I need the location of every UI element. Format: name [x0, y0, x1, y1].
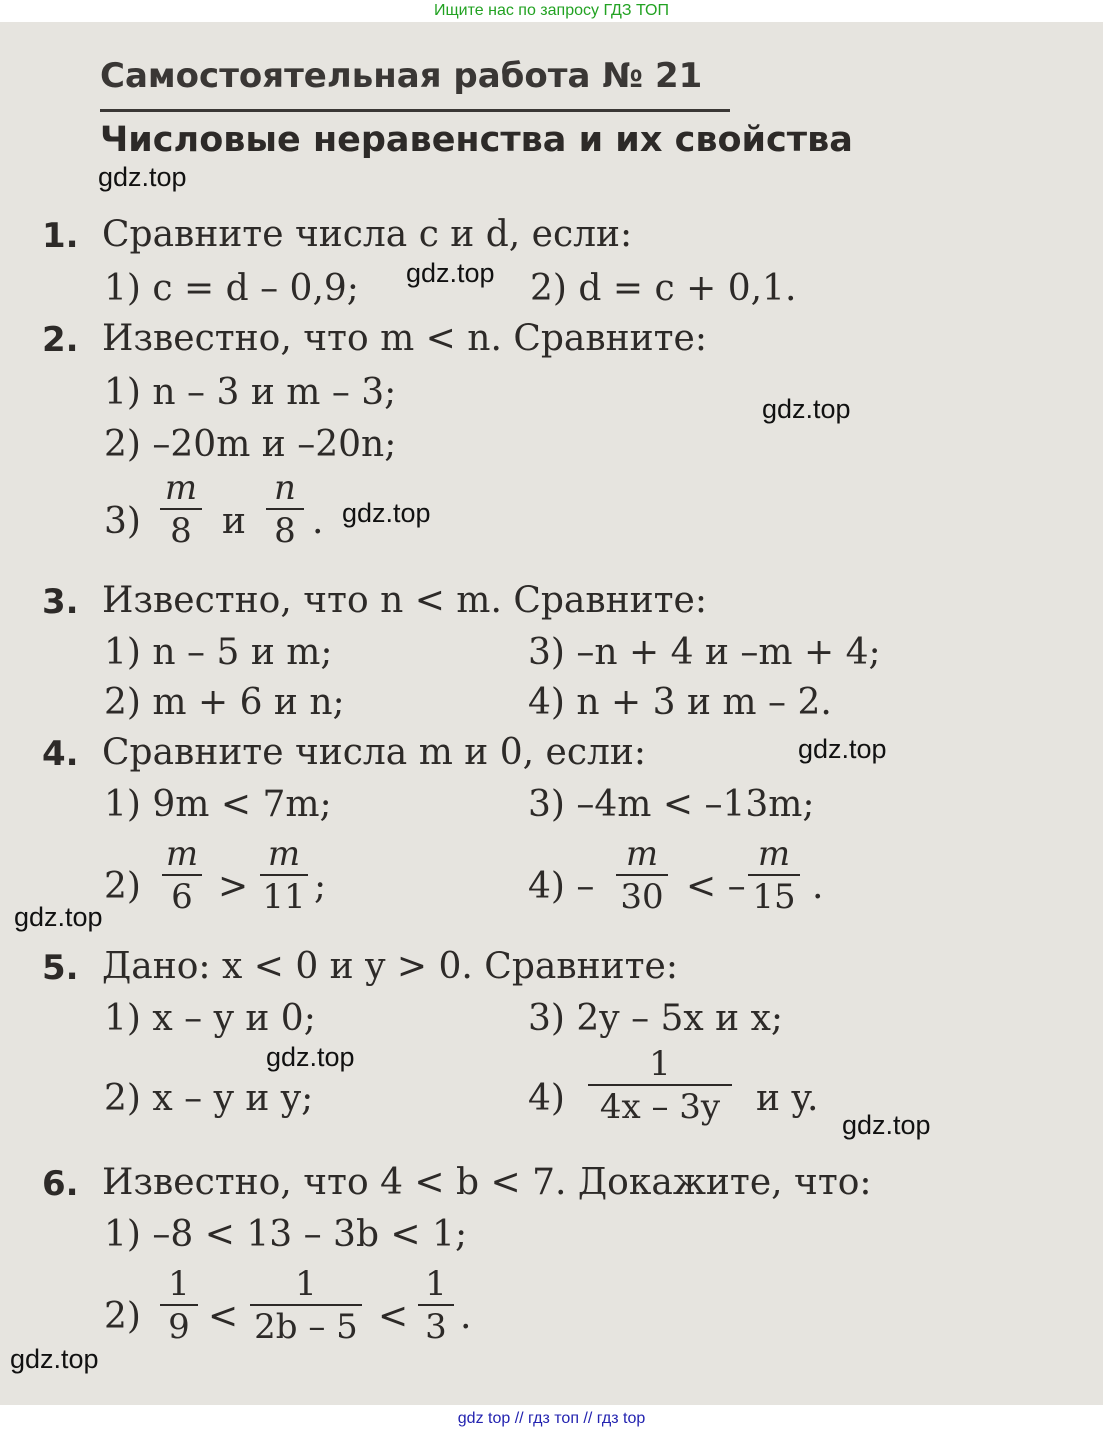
fraction-1-over-4x-3y: [588, 1044, 732, 1128]
fraction-n-over-8: [266, 468, 304, 552]
task-6-part-2-label: 2): [104, 1296, 141, 1337]
task-2-part-3-and: и: [222, 501, 246, 542]
task-5-part-3: 3) 2y – 5x и x;: [528, 998, 784, 1039]
task-6-part-1: 1) –8 < 13 – 3b < 1;: [104, 1214, 468, 1255]
task-6-part-2-end: .: [460, 1296, 472, 1337]
task-1-prompt: Сравните числа c и d, если:: [102, 214, 633, 255]
fraction-1-over-3: [418, 1264, 454, 1348]
task-4-prompt: Сравните числа m и 0, если:: [102, 732, 646, 773]
fraction-m-over-8: [160, 468, 202, 552]
task-5-number: 5.: [42, 948, 79, 988]
task-5-part-4-label: 4): [528, 1078, 565, 1119]
task-2-part-2: 2) –20m и –20n;: [104, 424, 397, 465]
fraction-denominator: 9: [168, 1307, 190, 1347]
fraction-m-over-6: [162, 834, 202, 918]
task-5-prompt: Дано: x < 0 и y > 0. Сравните:: [102, 946, 678, 987]
task-4-part-1: 1) 9m < 7m;: [104, 784, 332, 825]
fraction-numerator: m: [267, 834, 301, 874]
top-banner[interactable]: Ищите нас по запросу ГДЗ ТОП: [0, 0, 1103, 22]
page-title: Самостоятельная работа № 21: [100, 56, 703, 96]
fraction-denominator: 15: [752, 877, 796, 917]
task-2-part-3-end: .: [312, 501, 324, 542]
watermark: gdz.top: [98, 162, 187, 192]
bottom-banner[interactable]: gdz top // гдз топ // гдз top: [0, 1405, 1103, 1433]
task-1-part-1: 1) c = d – 0,9;: [104, 268, 359, 309]
task-2-number: 2.: [42, 320, 79, 360]
worksheet-page: [0, 22, 1103, 1405]
task-1-number: 1.: [42, 216, 79, 256]
task-4-part-4-operator: < –: [686, 866, 746, 907]
task-5-part-1: 1) x – y и 0;: [104, 998, 316, 1039]
task-3-part-4: 4) n + 3 и m – 2.: [528, 682, 832, 723]
fraction-numerator: 1: [295, 1264, 317, 1304]
fraction-numerator: m: [625, 834, 659, 874]
task-6-number: 6.: [42, 1164, 79, 1204]
watermark: gdz.top: [342, 498, 431, 528]
fraction-denominator: 3: [425, 1307, 447, 1347]
fraction-denominator: 4x – 3y: [599, 1087, 721, 1127]
fraction-m-over-15: [748, 834, 800, 918]
fraction-numerator: 1: [168, 1264, 190, 1304]
task-6-operator-1: <: [208, 1296, 239, 1337]
watermark: gdz.top: [842, 1110, 931, 1140]
fraction-denominator: 8: [170, 511, 192, 551]
fraction-numerator: m: [164, 468, 198, 508]
watermark: gdz.top: [14, 902, 103, 932]
fraction-denominator: 8: [274, 511, 296, 551]
task-3-part-1: 1) n – 5 и m;: [104, 632, 333, 673]
task-4-part-3: 3) –4m < –13m;: [528, 784, 815, 825]
fraction-1-over-2b-5: [250, 1264, 362, 1348]
fraction-numerator: m: [165, 834, 199, 874]
task-2-part-3-label: 3): [104, 501, 141, 542]
task-2-prompt: Известно, что m < n. Сравните:: [102, 318, 707, 359]
watermark: gdz.top: [266, 1042, 355, 1072]
fraction-numerator: m: [757, 834, 791, 874]
fraction-numerator: n: [274, 468, 296, 508]
page-subtitle: Числовые неравенства и их свойства: [100, 120, 853, 160]
fraction-denominator: 6: [171, 877, 193, 917]
fraction-denominator: 2b – 5: [254, 1307, 358, 1347]
task-6-operator-2: <: [378, 1296, 409, 1337]
fraction-numerator: 1: [649, 1044, 671, 1084]
task-5-part-4-and: и y.: [756, 1078, 819, 1119]
task-2-part-1: 1) n – 3 и m – 3;: [104, 372, 397, 413]
task-3-part-2: 2) m + 6 и n;: [104, 682, 345, 723]
fraction-denominator: 30: [620, 877, 664, 917]
task-6-prompt: Известно, что 4 < b < 7. Докажите, что:: [102, 1162, 872, 1203]
task-4-part-2-operator: >: [218, 866, 249, 907]
watermark: gdz.top: [10, 1344, 99, 1374]
task-4-number: 4.: [42, 734, 79, 774]
task-4-part-2-label: 2): [104, 866, 141, 907]
task-4-part-4-label: 4) –: [528, 866, 595, 907]
task-1-part-2: 2) d = c + 0,1.: [530, 268, 797, 309]
task-4-part-2-end: ;: [314, 866, 327, 907]
title-underline: [100, 109, 730, 112]
fraction-denominator: 11: [262, 877, 306, 917]
fraction-m-over-30: [616, 834, 668, 918]
fraction-numerator: 1: [425, 1264, 447, 1304]
fraction-m-over-11: [260, 834, 308, 918]
task-4-part-4-end: .: [812, 866, 824, 907]
watermark: gdz.top: [406, 258, 495, 288]
task-5-part-2: 2) x – y и y;: [104, 1078, 314, 1119]
task-3-part-3: 3) –n + 4 и –m + 4;: [528, 632, 881, 673]
watermark: gdz.top: [798, 734, 887, 764]
fraction-1-over-9: [160, 1264, 198, 1348]
task-3-number: 3.: [42, 582, 79, 622]
watermark: gdz.top: [762, 394, 851, 424]
task-3-prompt: Известно, что n < m. Сравните:: [102, 580, 707, 621]
